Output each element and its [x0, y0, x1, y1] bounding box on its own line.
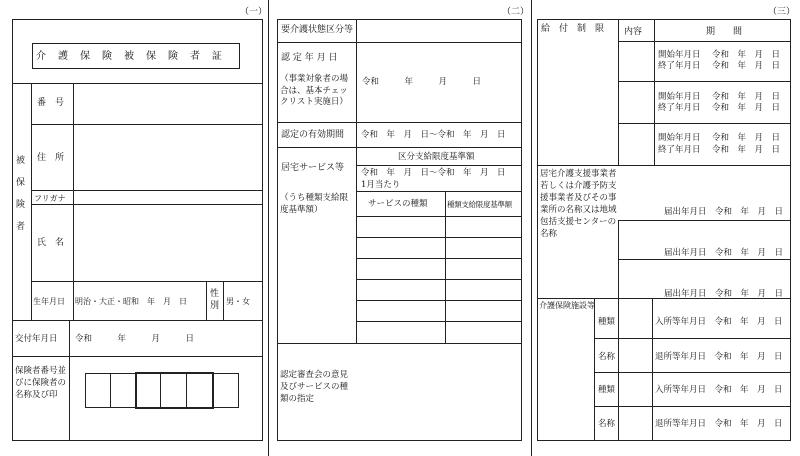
facility-type-label: 種類	[598, 317, 616, 327]
rule	[356, 258, 522, 259]
insurer-digit-box	[212, 373, 239, 408]
rule	[12, 320, 263, 321]
end-label: 終了年月日	[658, 61, 701, 71]
start-date: 令和 年 月 日	[712, 92, 781, 102]
end-date: 令和 年 月 日	[712, 145, 781, 155]
birthdate-label: 生年月日	[33, 297, 65, 306]
start-label: 開始年月日	[658, 50, 701, 60]
start-date: 令和 年 月 日	[712, 50, 781, 60]
start-label: 開始年月日	[658, 133, 701, 143]
insurer-digit-box	[110, 373, 136, 408]
rule	[356, 165, 522, 166]
rule	[618, 81, 791, 82]
service-label: 居宅サービス等	[281, 163, 345, 173]
address-label: 住 所	[37, 153, 65, 163]
rule	[356, 19, 357, 343]
type-limit-header: 種類支給限度基準額	[447, 200, 512, 209]
rule	[277, 42, 522, 43]
name-label: 氏 名	[37, 238, 65, 248]
service-type-header: サービスの種類	[368, 199, 428, 209]
facility-label: 介護保険施設等	[539, 301, 595, 310]
content-header: 内容	[624, 27, 643, 37]
rule	[69, 320, 70, 441]
breakdown-label: （うち種類支給限度基準額）	[280, 193, 349, 215]
rule	[31, 281, 263, 282]
cert-date-value: 令和 年 月 日	[362, 77, 482, 87]
page-number-1: （一）	[240, 7, 268, 17]
limit-period: 令和 年 月 日～令和 年 月 日	[361, 168, 506, 178]
period-header: 期 間	[706, 27, 743, 37]
end-label: 終了年月日	[658, 145, 701, 155]
number-label: 番 号	[37, 98, 65, 108]
rule	[356, 191, 522, 192]
issue-date-value: 令和 年 月 日	[75, 334, 195, 344]
rule	[31, 190, 263, 191]
admission-date: 入所等年月日 令和 年 月 日	[655, 385, 783, 395]
cert-date-note: （事業対象者の場合は、基本チェックリスト実施日）	[280, 74, 349, 107]
page-number-3: （三）	[768, 7, 796, 17]
rule	[277, 343, 522, 344]
discharge-date: 退所等年月日 令和 年 月 日	[655, 352, 783, 362]
rule	[618, 259, 791, 260]
rule	[73, 83, 74, 320]
rule	[31, 124, 263, 125]
insurer-number-highlight	[135, 372, 214, 409]
sex-value: 男・女	[226, 297, 250, 306]
per-month: 1月当たり	[361, 180, 401, 190]
start-label: 開始年月日	[658, 92, 701, 102]
rule	[356, 216, 522, 217]
discharge-date: 退所等年月日 令和 年 月 日	[655, 419, 783, 429]
rule	[618, 123, 791, 124]
start-date: 令和 年 月 日	[712, 133, 781, 143]
care-support-label: 居宅介護支援事業者若しくは介護予防支援事業者及びその事業所の名称又は地域包括支援センターの名称	[540, 169, 617, 239]
issue-date-label: 交付年月日	[15, 334, 58, 344]
rule	[652, 298, 653, 441]
care-level-label: 要介護状態区分等	[281, 25, 354, 35]
admission-date: 入所等年月日 令和 年 月 日	[655, 317, 783, 327]
notify-date: 届出年月日 令和 年 月 日	[664, 248, 784, 258]
end-date: 令和 年 月 日	[712, 61, 781, 71]
facility-name-label: 名称	[598, 352, 616, 362]
notify-date: 届出年月日 令和 年 月 日	[664, 289, 784, 299]
rule	[356, 279, 522, 280]
benefit-limit-label: 給 付 制 限	[541, 24, 605, 34]
rule	[277, 147, 522, 148]
insurer-label: 保険者番号並びに保険者の名称及び印	[15, 366, 67, 400]
limit-header: 区分支給限度基準額	[398, 152, 475, 162]
cert-date-label: 認 定 年 月 日	[281, 53, 338, 63]
rule	[594, 372, 791, 373]
end-date: 令和 年 月 日	[712, 103, 781, 113]
rule	[277, 122, 522, 123]
rule	[356, 300, 522, 301]
rule	[618, 220, 791, 221]
rule	[31, 83, 32, 320]
rule	[12, 356, 263, 357]
valid-period-value: 令和 年 月 日～令和 年 月 日	[361, 130, 506, 140]
rule	[594, 338, 791, 339]
notify-date: 届出年月日 令和 年 月 日	[664, 207, 784, 217]
rule	[618, 41, 791, 42]
rule	[223, 281, 224, 320]
birthdate-value: 明治・大正・昭和 年 月 日	[75, 297, 187, 306]
rule	[594, 406, 791, 407]
insured-label: 被保険者	[16, 156, 26, 232]
rule	[356, 237, 522, 238]
facility-name-label: 名称	[598, 419, 616, 429]
insurer-digit-box	[85, 373, 111, 408]
rule	[594, 298, 595, 441]
rule	[356, 321, 522, 322]
rule	[537, 165, 791, 166]
rule	[537, 298, 791, 299]
panel-divider-2	[531, 0, 532, 456]
rule	[31, 204, 263, 205]
card-title: 介 護 保 険 被 保 険 者 証	[36, 51, 223, 62]
valid-period-label: 認定の有効期間	[281, 130, 345, 140]
rule	[206, 281, 207, 320]
rule	[12, 83, 263, 84]
facility-type-label: 種類	[598, 385, 616, 395]
opinion-label: 認定審査会の意見及びサービスの種類の指定	[280, 370, 349, 404]
furigana-label: フリガナ	[34, 194, 66, 203]
sex-label: 性別	[210, 289, 220, 311]
end-label: 終了年月日	[658, 103, 701, 113]
page-number-2: （二）	[502, 7, 530, 17]
rule	[618, 298, 619, 441]
panel-divider-1	[268, 0, 269, 456]
